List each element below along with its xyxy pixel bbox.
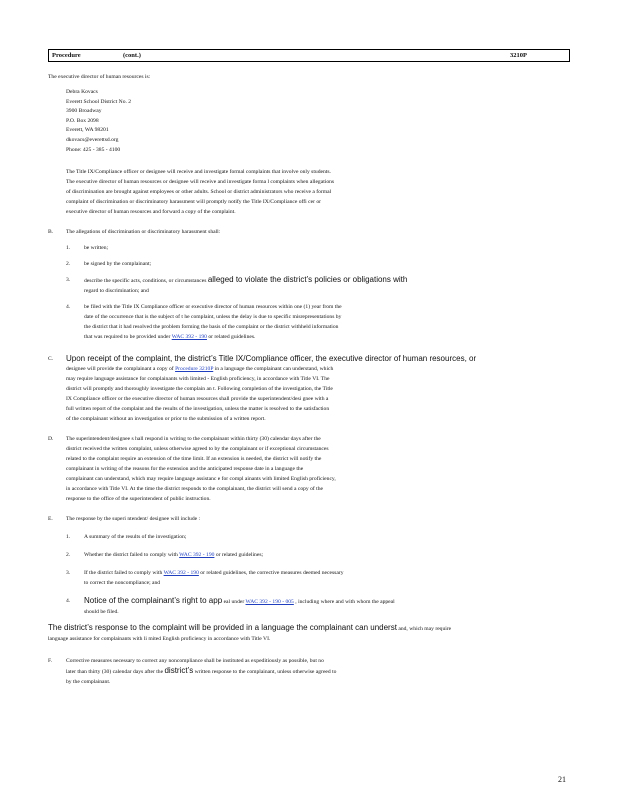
paragraph-text: and, which may require bbox=[398, 626, 452, 633]
section-text-large: Upon receipt of the complaint, the district’s Title IX/Compliance officer, the executive director of human resources, or bbox=[66, 354, 477, 364]
address-line: Everett School District No. 2 bbox=[66, 98, 132, 105]
item-text: be written; bbox=[84, 245, 109, 252]
item-text: to correct the noncompliance; and bbox=[84, 580, 161, 587]
item-number: 2. bbox=[66, 261, 71, 268]
item-number: 2. bbox=[66, 552, 71, 559]
item-number: 3. bbox=[66, 277, 71, 284]
item-text-post: , including where and with whom the appeal bbox=[295, 599, 395, 606]
paragraph-line bbox=[48, 623, 578, 634]
paragraph-line: of discrimination are brought against employees or other adults. School or district administrators who receive a formal bbox=[66, 189, 332, 196]
paragraph-line: executive director of human resources and forward a copy of the complaint. bbox=[66, 209, 236, 216]
page-number: 21 bbox=[558, 775, 566, 784]
address-phone: Phone: 425 - 385 - 4100 bbox=[66, 146, 121, 153]
item-text-post: or related guidelines. bbox=[208, 334, 256, 341]
section-text: related to the complaint require an extension of the time limit. If an extension is needed, the district will notify the bbox=[66, 456, 322, 463]
item-text-pre: eal under bbox=[223, 599, 245, 606]
section-text-large: district’s bbox=[164, 666, 194, 676]
wac-link[interactable]: WAC 392 - 190 bbox=[179, 552, 215, 559]
section-label: C. bbox=[48, 356, 54, 363]
section-text: district will promptly and thoroughly investigate the complain an t. Following completion of the investigation, the Title bbox=[66, 386, 333, 393]
item-text bbox=[84, 596, 578, 607]
list-item bbox=[48, 532, 578, 542]
procedure-label: Procedure bbox=[52, 52, 81, 59]
item-text: be filed with the Title IX Compliance officer or executive director of human resources within one (1) year from the bbox=[84, 304, 342, 311]
section-text-post: in a language the complainant can understand, which bbox=[214, 366, 334, 373]
item-text: should be filed. bbox=[84, 609, 119, 616]
intro-text: The executive director of human resources is: bbox=[48, 74, 151, 80]
section-text: IX Compliance officer or the executive director of human resources shall provide the superintendent/desi gnee with a bbox=[66, 396, 329, 403]
section-text: complainant in writing of the reasons for the extension and the anticipated response date in a language the bbox=[66, 466, 304, 473]
section-label: D. bbox=[48, 436, 54, 443]
section-text: The allegations of discrimination or discriminatory harassment shall: bbox=[66, 229, 221, 236]
wac-link[interactable]: WAC 392 - 190 bbox=[163, 570, 199, 577]
list-item bbox=[48, 275, 578, 296]
list-item bbox=[48, 550, 578, 560]
item-text: A summary of the results of the investigation; bbox=[84, 534, 187, 541]
paragraph-line: language assistance for complainants with li mited English proficiency in accordance with Title VI. bbox=[48, 636, 271, 643]
section-label: F. bbox=[48, 658, 53, 665]
section-text: by the complainant. bbox=[66, 679, 111, 686]
list-item bbox=[48, 596, 578, 617]
item-text: regard to discrimination; and bbox=[84, 288, 149, 295]
address-line: P.O. Box 2098 bbox=[66, 117, 99, 124]
address-line: Everett, WA 98201 bbox=[66, 127, 109, 134]
address-email: dkovacs@everettsd.org bbox=[66, 136, 119, 143]
section-c bbox=[48, 354, 578, 424]
section-text: in accordance with Title VI. At the time the district responds to the complainant, the district will send a copy of the bbox=[66, 486, 324, 493]
section-text: may require language assistance for complainants with limited - English proficiency, in accordance with Title VI. The bbox=[66, 376, 330, 383]
section-text: response to the office of the superintendent of public instruction. bbox=[66, 496, 211, 503]
section-text bbox=[66, 364, 578, 374]
procedure-header bbox=[48, 49, 570, 62]
item-text-large: alleged to violate the district’s policies or obligations with bbox=[207, 275, 408, 285]
response-paragraph bbox=[48, 623, 578, 644]
section-label: E. bbox=[48, 516, 53, 523]
section-text: The response by the superi ntendent/ designee will include : bbox=[66, 516, 201, 523]
section-text: complainant can understand, which may require language assistanc e for compl ainants with limited English proficiency, bbox=[66, 476, 336, 483]
wac-link[interactable]: WAC 392 - 190 bbox=[171, 334, 207, 341]
list-item bbox=[48, 243, 578, 253]
paragraph-line: The executive director of human resources or designee will receive and investigate forma l complaints when allegations bbox=[66, 179, 335, 186]
wac-link[interactable]: WAC 392 - 190 - 005 bbox=[245, 599, 294, 606]
section-text: Corrective measures necessary to correct any noncompliance shall be instituted as expeditiously as possible, but no bbox=[66, 658, 324, 665]
procedure-link[interactable]: Procedure 3210P bbox=[175, 366, 214, 373]
item-text bbox=[84, 568, 578, 578]
procedure-cont: (cont.) bbox=[123, 52, 141, 59]
document-body bbox=[48, 72, 578, 687]
paragraph-line: The Title IX/Compliance officer or designee will receive and investigate formal complaints that involve only students. bbox=[66, 169, 331, 176]
item-text-pre: describe the specific acts, conditions, or circumstances bbox=[84, 278, 207, 285]
item-text-pre: If the district failed to comply with bbox=[84, 570, 163, 577]
item-text-pre: that was required to be provided under bbox=[84, 334, 171, 341]
section-text: district received the written complaint, unless otherwise agreed to by the complainant or if exceptional circumstances bbox=[66, 446, 329, 453]
section-e bbox=[48, 514, 578, 524]
address-block bbox=[66, 88, 578, 155]
title-ix-paragraph bbox=[66, 167, 578, 217]
item-text-post: or related guidelines, the corrective measures deemed necessary bbox=[200, 570, 344, 577]
section-f bbox=[48, 656, 578, 687]
section-label: B. bbox=[48, 229, 54, 236]
item-text: date of the occurrence that is the subject of t he complaint, unless the delay is due to specific misrepresentations by bbox=[84, 314, 342, 321]
paragraph-text-large: The district’s response to the complaint will be provided in a language the complainant can underst bbox=[48, 623, 397, 633]
section-text-pre: designee will provide the complainant a copy of bbox=[66, 366, 174, 373]
item-text-pre: Whether the district failed to comply with bbox=[84, 552, 178, 559]
section-text: The superintendent/designee s hall respond in writing to the complainant within thirty (30) calendar days after the bbox=[66, 436, 321, 443]
section-text: full written report of the complaint and the results of the investigation, unless the matter is resolved to the satisfaction bbox=[66, 406, 330, 413]
section-text-pre: later than thirty (30) calendar days after the bbox=[66, 669, 164, 676]
item-text: the district that it had resolved the problem forming the basis of the complaint or the district withheld information bbox=[84, 324, 339, 331]
item-number: 4. bbox=[66, 304, 71, 311]
list-item bbox=[48, 259, 578, 269]
address-line: 3900 Broadway bbox=[66, 108, 102, 115]
list-item bbox=[48, 302, 578, 342]
section-d bbox=[48, 434, 578, 504]
paragraph-line: complaint of discrimination or discriminatory harassment will promptly notify the Title IX/Compliance offi cer or bbox=[66, 199, 321, 206]
section-b bbox=[48, 227, 578, 237]
item-number: 3. bbox=[66, 570, 71, 577]
list-item bbox=[48, 568, 578, 588]
item-text-large: Notice of the complainant’s right to app bbox=[84, 596, 223, 606]
item-text: be signed by the complainant; bbox=[84, 261, 152, 268]
section-text bbox=[66, 666, 578, 677]
item-text bbox=[84, 332, 578, 342]
section-text: of the complainant without an investigation or prior to the submission of a written report. bbox=[66, 416, 266, 423]
item-number: 4. bbox=[66, 598, 71, 605]
procedure-number: 3210P bbox=[510, 52, 527, 59]
item-text-post: or related guidelines; bbox=[215, 552, 264, 559]
section-text-post: written response to the complainant, unless otherwise agreed to bbox=[194, 669, 337, 676]
item-number: 1. bbox=[66, 245, 71, 252]
item-text bbox=[84, 275, 578, 286]
item-number: 1. bbox=[66, 534, 71, 541]
item-text bbox=[84, 550, 578, 560]
address-line: Debra Kovacs bbox=[66, 89, 98, 95]
